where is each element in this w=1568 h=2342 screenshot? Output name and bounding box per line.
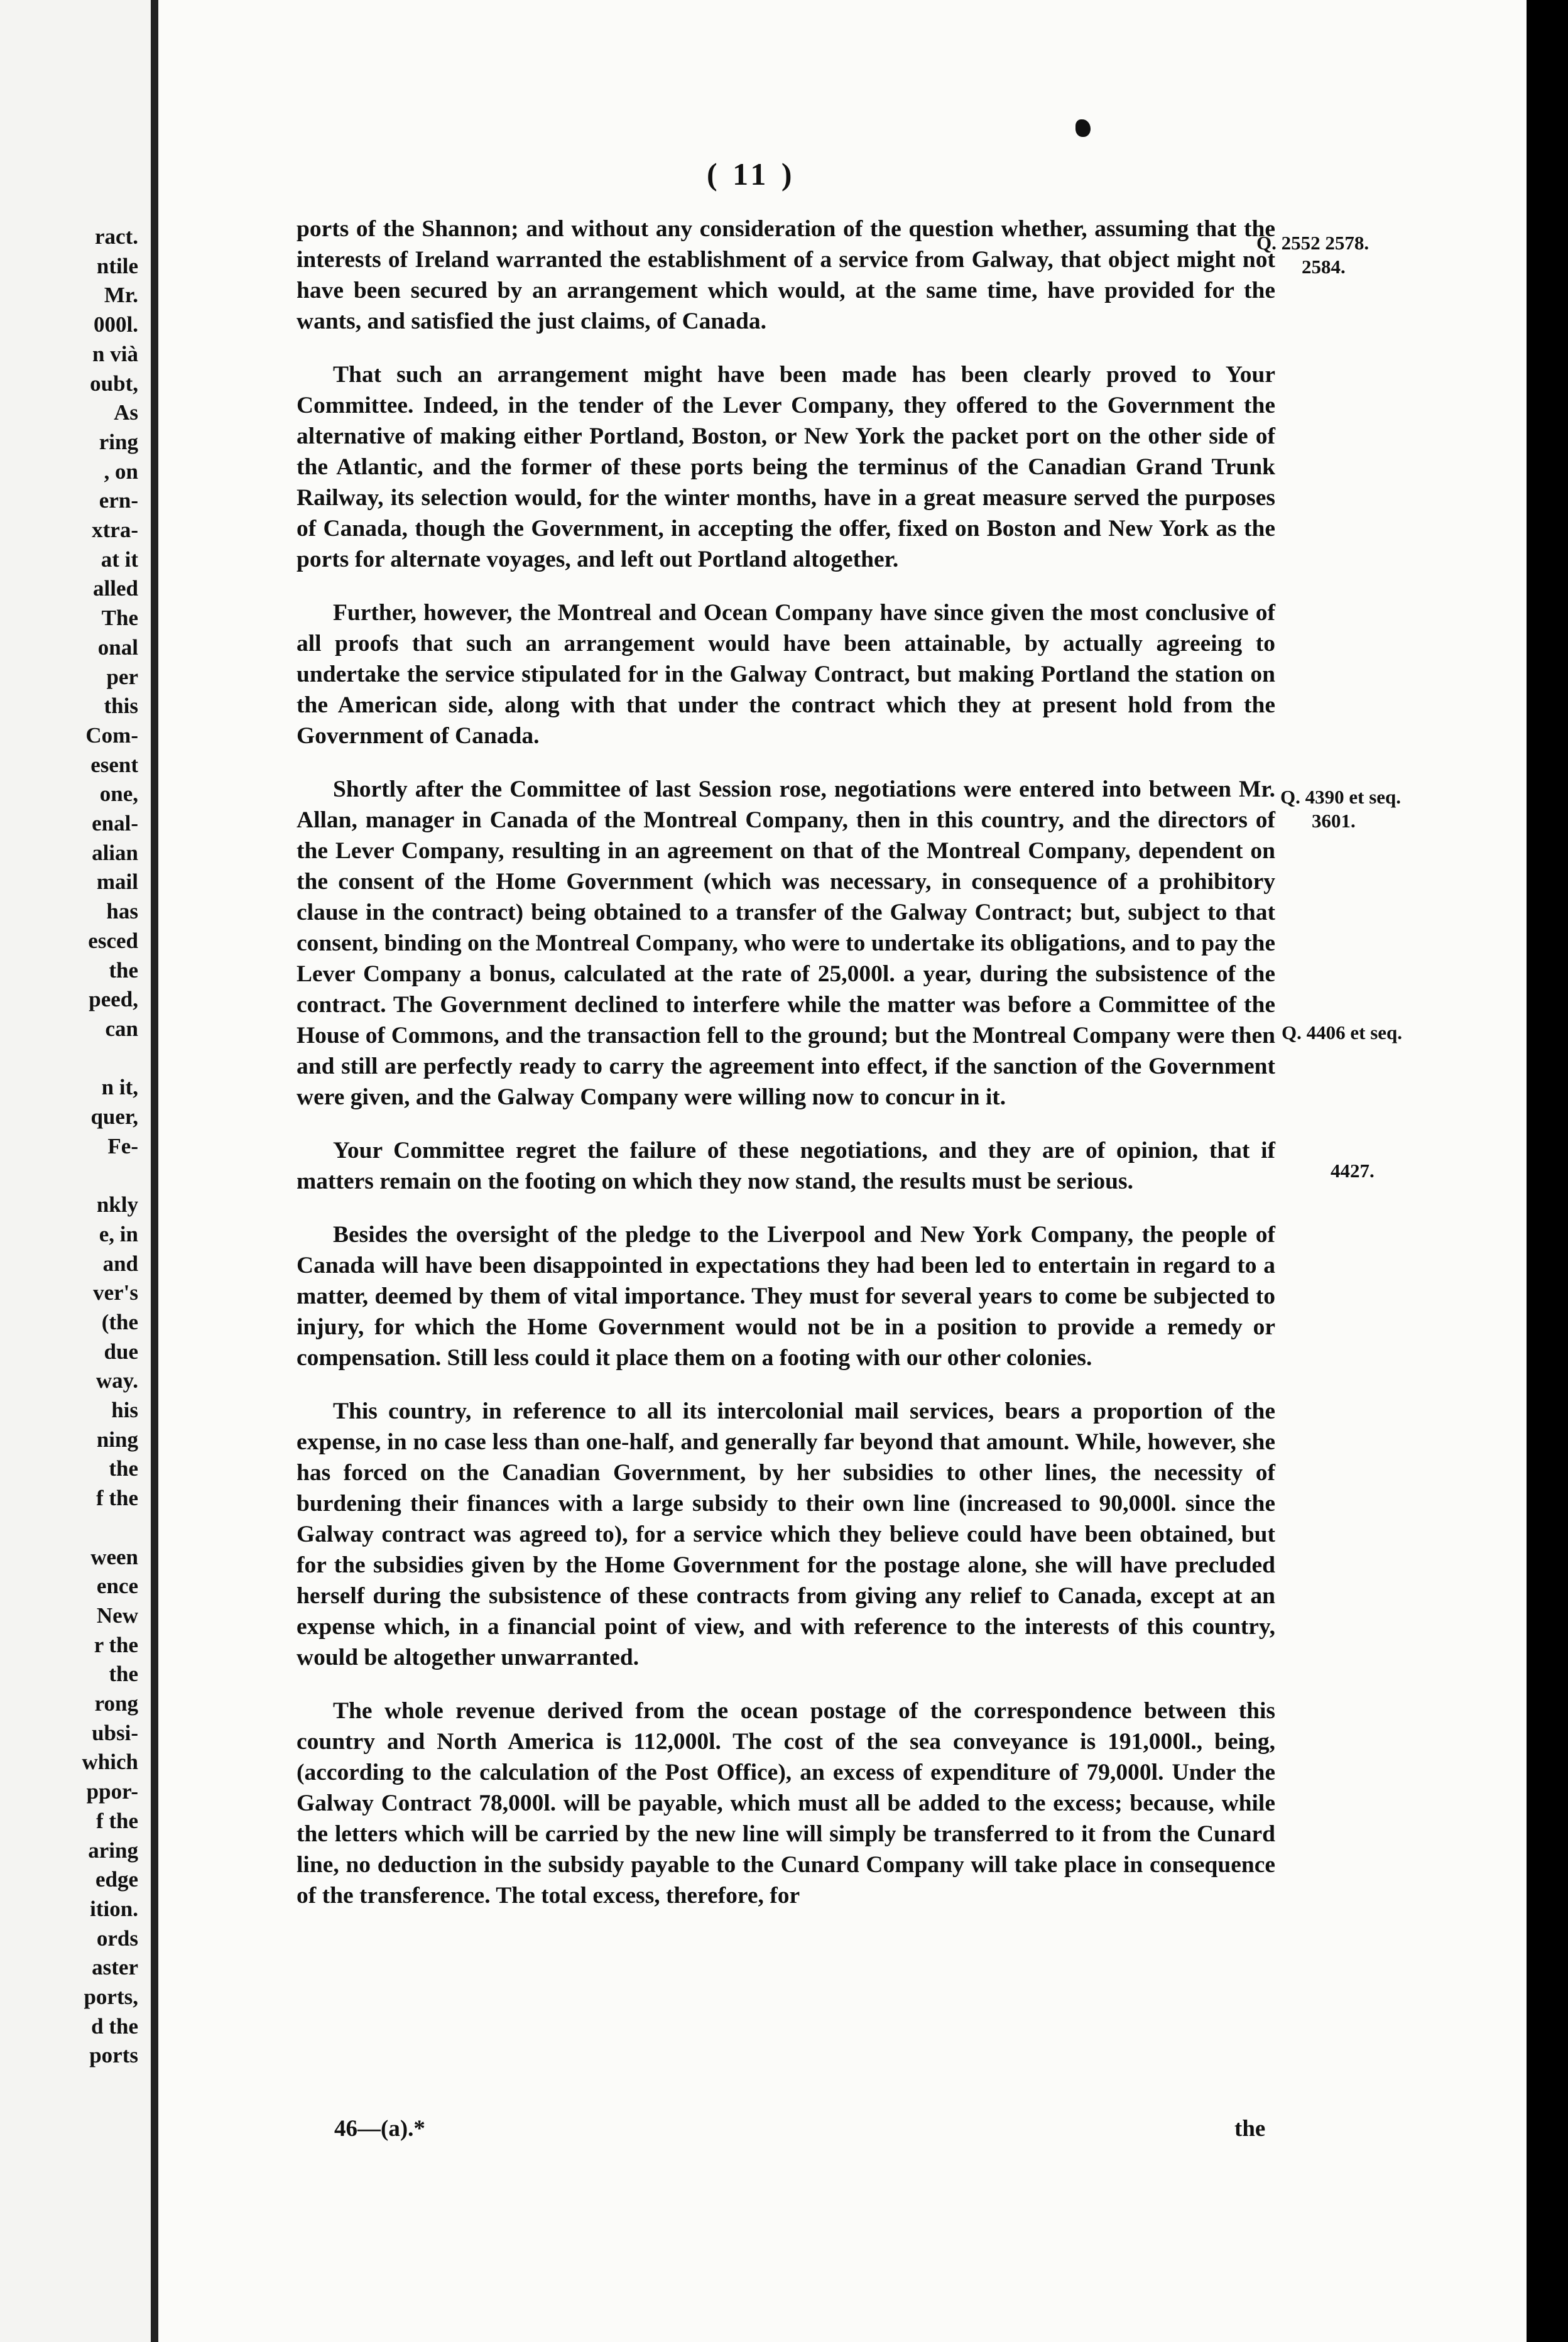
facing-page-text-fragment: r the: [94, 1632, 138, 1657]
facing-page-text-fragment: Mr.: [104, 283, 138, 308]
facing-page-text-fragment: d the: [91, 2013, 138, 2039]
facing-page-text-fragment: ppor-: [86, 1779, 138, 1804]
facing-page-text-fragment: rong: [94, 1691, 138, 1716]
facing-page-text-fragment: ning: [96, 1427, 138, 1452]
book-spine: [151, 0, 158, 2342]
facing-page-text-fragment: and: [102, 1251, 138, 1276]
facing-page-text-fragment: ract.: [95, 224, 138, 249]
margin-reference: [1280, 785, 1401, 833]
facing-page-text-fragment: ubsi-: [92, 1720, 138, 1745]
facing-page-text-fragment: way.: [95, 1368, 138, 1393]
facing-page-text-fragment: , on: [104, 459, 138, 484]
facing-page-text-fragment: ring: [99, 429, 138, 454]
facing-page-text-fragment: which: [82, 1750, 138, 1775]
facing-page-text-fragment: e, in: [99, 1221, 138, 1246]
paragraph: Besides the oversight of the pledge to the Liverpool and New York Company, the people of Canada will have been disappointed in expectations they had been led to entertain in regard to a matter, deemed by them of vital importance. They must for several years to come be subjected to injury, for which the Home Government would not be in a position to provide a remedy or compensation. Still less could it place them on a footing with our other colonies.: [297, 1222, 1275, 1371]
facing-page-text-fragment: edge: [95, 1867, 138, 1892]
facing-page-text-fragment: n it,: [101, 1075, 138, 1100]
facing-page-text-fragment: ports,: [84, 1985, 138, 2009]
margin-reference: [1282, 1021, 1402, 1045]
paragraph: The whole revenue derived from the ocean postage of the correspondence between this country and North America is 112,000l. The cost of the sea conveyance is 191,000l., being, (according to the calculation of the Post Office), an excess of expenditure of 79,000l. Under the Galway Contract 78,000l. will be payable, which must all be added to the excess; because, while the letters which will be carried by the new line will simply be transferred to it from the Cunard line, no deduction in the subsidy payable to the Cunard Company will take place in consequence of the transference. The total excess, therefore, for: [297, 1698, 1275, 1909]
margin-reference-line: 4427.: [1331, 1160, 1375, 1182]
facing-page-text-fragment: nkly: [96, 1192, 138, 1217]
margin-reference-line: 3601.: [1312, 810, 1356, 832]
facing-page-text-fragment: aster: [92, 1955, 138, 1980]
facing-page-text-fragment: at it: [101, 547, 138, 572]
facing-page-text-fragment: n vià: [92, 341, 138, 366]
facing-page-text-fragment: mail: [96, 869, 138, 895]
facing-page-text-fragment: ords: [96, 1925, 138, 1951]
ink-blot: [1075, 119, 1091, 137]
signature-mark: 46—(a).*: [334, 2116, 425, 2142]
paragraph: That such an arrangement might have been made has been clearly proved to Your Committee. Indeed, in the tender of the Lever Company, they offered to the Government the alternative of making either Portland, Boston, or New York the packet port on the other side of the Atlantic, and the former of these ports being the terminus of the Canadian Grand Trunk Railway, its selection would, for the winter months, have in a great measure served the purposes of Canada, though the Government, in accepting the offer, fixed on Boston and New York as the ports for alternate voyages, and left out Portland altogether.: [297, 362, 1275, 572]
facing-page-text-fragment: the: [109, 1662, 138, 1687]
facing-page-text-fragment: onal: [97, 635, 138, 660]
paragraph: Your Committee regret the failure of these negotiations, and they are of opinion, that if matters remain on the footing on which they now stand, the results must be serious.: [297, 1138, 1275, 1194]
facing-page-text-fragment: ition.: [90, 1896, 138, 1921]
facing-page-text-fragment: the: [109, 1456, 138, 1481]
margin-reference-line: Q. 4406 et seq.: [1282, 1021, 1403, 1043]
facing-page-text-fragment: ern-: [99, 488, 138, 513]
facing-page-text-fragment: (the: [101, 1309, 138, 1334]
paragraph: Shortly after the Committee of last Session rose, negotiations were entered into between Mr. Allan, manager in Canada of the Montreal Company, then in this country, and the directors of the Lever Company, resulting in an agreement on that of the Montreal Company, dependent on the consent of the Home Government (which was necessary, in consequence of a prohibitory clause in the contract) being obtained to a transfer of the Galway Contract; but, subject to that consent, binding on the Montreal Company, who were to undertake its obligations, and to pay the Lever Company a bonus, calculated at the rate of 25,000l. a year, during the subsistence of the contract. The Government declined to interfere while the matter was before a Committee of the House of Commons, and the transaction fell to the ground; but the Montreal Company were then and still are perfectly ready to carry the agreement into effect, if the sanction of the Government were given, and the Galway Company were willing now to concur in it.: [297, 776, 1275, 1110]
facing-page-text-fragment: New: [96, 1603, 138, 1628]
facing-page-text-fragment: f the: [95, 1808, 138, 1833]
facing-page-text-fragment: esent: [90, 752, 138, 777]
page-number: ( 11 ): [707, 156, 796, 192]
facing-page-text-fragment: aring: [88, 1838, 138, 1863]
catchword: the: [1234, 2116, 1266, 2142]
paragraph: This country, in reference to all its intercolonial mail services, bears a proportion of the expense, in no case less than one-half, and generally far beyond that amount. While, however, she has forced on the Canadian Government, by her subsidies to other lines, the necessity of burdening their finances with a large subsidy to their own line (increased to 90,000l. since the Galway contract was agreed to), for a service which they believe could have been obtained, but for the subsidies given by the Home Government for the postage alone, she will have precluded herself during the subsistence of these contracts from giving any relief to Canada, except at an expense which, in a financial point of view, and with reference to the interests of this country, would be altogether unwarranted.: [297, 1398, 1275, 1670]
facing-page-text-fragment: his: [111, 1398, 138, 1422]
facing-page-text-fragment: Fe-: [107, 1133, 138, 1158]
facing-page-text-fragment: peed,: [89, 987, 138, 1012]
facing-page-text-fragment: per: [106, 664, 138, 689]
facing-page-text-fragment: ntile: [96, 253, 138, 278]
margin-reference-line: Q. 4390 et seq.: [1280, 786, 1402, 808]
facing-page-text-fragment: oubt,: [90, 371, 138, 396]
margin-reference: [1256, 231, 1369, 279]
facing-page-text-fragment: ence: [96, 1574, 138, 1599]
facing-page-text-fragment: due: [104, 1339, 138, 1364]
facing-page-text-fragment: has: [106, 899, 138, 924]
facing-page-text-fragment: As: [114, 400, 138, 425]
facing-page-text-fragment: The: [101, 606, 138, 631]
facing-page-text-fragment: ween: [90, 1544, 138, 1569]
margin-reference-line: Q. 2552 2578.: [1256, 232, 1369, 254]
facing-page-text-fragment: 000l.: [94, 312, 138, 337]
facing-page-text-fragment: the: [109, 957, 138, 983]
page-edge: [1527, 0, 1568, 2342]
margin-reference: [1331, 1159, 1375, 1183]
paragraph: ports of the Shannon; and without any consideration of the question whether, assuming that the interests of Ireland warranted the establishment of a service from Galway, that object might not have been secured by an arrangement which would, at the same time, have provided for the wants, and satisfied the just claims, of Canada.: [297, 216, 1275, 334]
body-text: [297, 214, 1275, 1934]
facing-page-text-fragment: esced: [88, 928, 138, 953]
paragraph: Further, however, the Montreal and Ocean Company have since given the most conclusive of all proofs that such an arrangement would have been attainable, by actually agreeing to undertake the service stipulated for in the Galway Contract, but making Portland the station on the American side, along with that under the contract which they at present hold from the Government of Canada.: [297, 600, 1275, 749]
facing-page-text-fragment: quer,: [90, 1104, 138, 1129]
facing-page-text-fragment: f the: [95, 1486, 138, 1511]
facing-page-text-fragment: can: [105, 1016, 138, 1041]
facing-page-text-fragment: ports: [89, 2043, 138, 2068]
facing-page-text-fragment: ver's: [93, 1280, 138, 1305]
facing-page-text-fragment: this: [104, 694, 138, 719]
margin-reference-line: 2584.: [1302, 256, 1346, 278]
facing-page-fragment: [0, 0, 155, 2342]
facing-page-text-fragment: Com-: [85, 722, 138, 748]
facing-page-text-fragment: xtra-: [92, 518, 138, 542]
facing-page-text-fragment: alian: [92, 840, 138, 865]
facing-page-text-fragment: enal-: [92, 811, 138, 836]
facing-page-text-fragment: alled: [93, 576, 138, 601]
facing-page-text-fragment: one,: [99, 782, 138, 807]
